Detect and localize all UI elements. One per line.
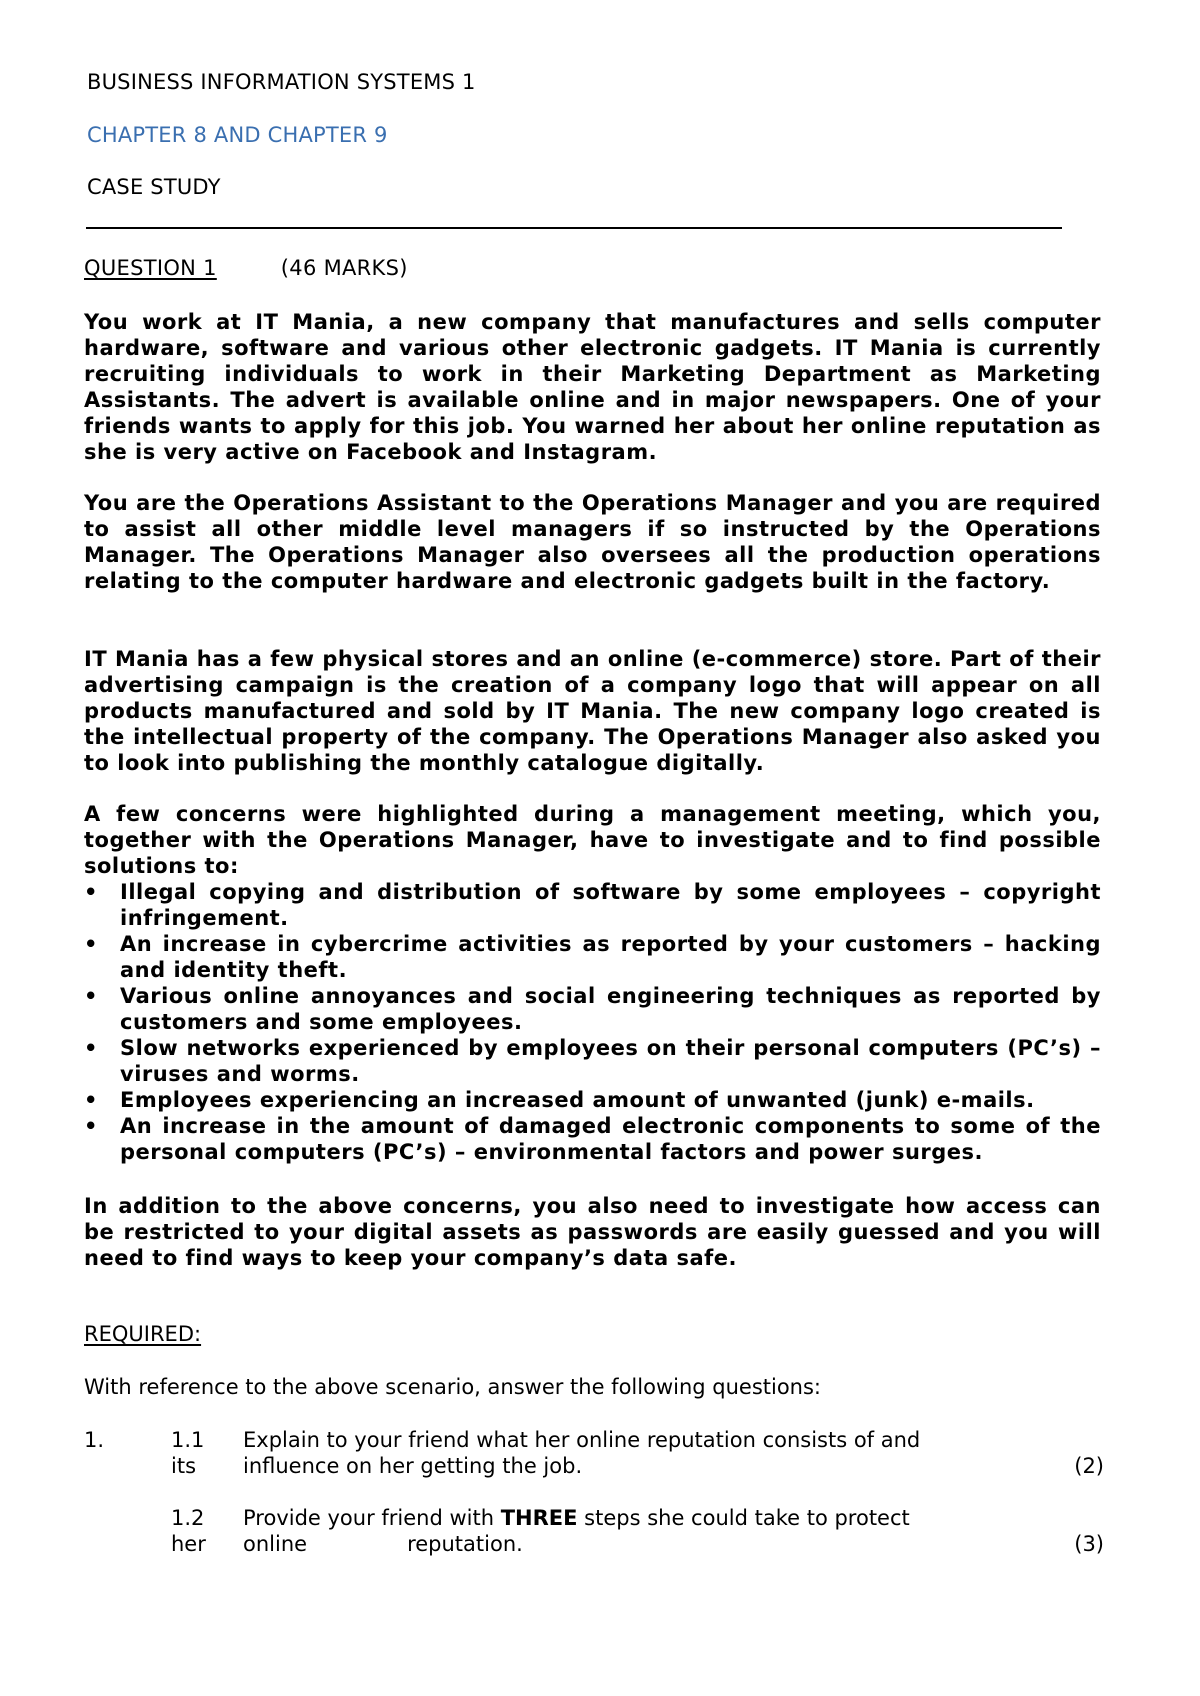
concerns-list — [84, 879, 1101, 1165]
sub-question-overflow: its — [171, 1454, 197, 1478]
case-study-heading: CASE STUDY — [87, 175, 221, 199]
question-heading — [84, 256, 408, 280]
question-text-part: steps she could take to protect — [577, 1506, 910, 1530]
chapter-heading: CHAPTER 8 AND CHAPTER 9 — [87, 123, 388, 147]
sub-question-number: 1.1 — [171, 1428, 205, 1452]
question-text-line-2: influence on her getting the job. — [243, 1454, 583, 1478]
scenario-paragraph-5: In addition to the above concerns, you also need to investigate how access can be restricted to your digital assets as passwords are easily guessed and you will need to find ways to keep your company’s data safe. — [84, 1194, 1101, 1270]
list-item: • An increase in cybercrime activities as reported by your customers – hacking and identity theft. — [84, 931, 1101, 983]
question-text-line-1: Explain to your friend what her online reputation consists of and — [243, 1428, 921, 1452]
question-marks: (3) — [1074, 1532, 1104, 1556]
concerns-section — [84, 801, 1101, 1165]
question-label: QUESTION 1 — [84, 256, 217, 280]
question-text-line-1 — [243, 1505, 910, 1531]
list-item: • Slow networks experienced by employees on their personal computers (PC’s) – viruses and worms. — [84, 1035, 1101, 1087]
list-item: • Various online annoyances and social engineering techniques as reported by customers and some employees. — [84, 983, 1101, 1035]
scenario-paragraph-3: IT Mania has a few physical stores and an online (e-commerce) store. Part of their advertising campaign is the creation of a company logo that will appear on all products manufactured and sold by IT Mania. The new company logo created is the intellectual property of the company. The Operations Manager also asked you to look into publishing the monthly catalogue digitally. — [84, 647, 1101, 775]
scenario-paragraph-2: You are the Operations Assistant to the Operations Manager and you are required to assist all other middle level managers if so instructed by the Operations Manager. The Operations Manager also oversees all the production operations relating to the computer hardware and electronic gadgets built in the factory. — [84, 491, 1101, 593]
question-text-part: Provide your friend with — [243, 1506, 501, 1530]
course-title: BUSINESS INFORMATION SYSTEMS 1 — [87, 70, 476, 94]
list-item: • Illegal copying and distribution of software by some employees – copyright infringement. — [84, 879, 1101, 931]
question-text-part: online — [243, 1532, 308, 1556]
sub-question-overflow: her — [171, 1532, 206, 1556]
list-item: • Employees experiencing an increased amount of unwanted (junk) e-mails. — [84, 1087, 1101, 1113]
sub-question-number: 1.2 — [171, 1506, 205, 1530]
question-text-line-2 — [243, 1531, 523, 1557]
question-marks: (46 MARKS) — [280, 256, 408, 280]
concerns-intro: A few concerns were highlighted during a management meeting, which you, together with the Operations Manager, have to investigate and to find possible solutions to: — [84, 802, 1101, 878]
question-text-emphasis: THREE — [500, 1506, 578, 1530]
header-divider — [86, 227, 1062, 229]
question-number: 1. — [84, 1428, 105, 1452]
required-heading: REQUIRED: — [84, 1322, 202, 1346]
question-text-part: reputation. — [407, 1532, 523, 1556]
required-instruction: With reference to the above scenario, answer the following questions: — [84, 1375, 822, 1399]
list-item: • An increase in the amount of damaged electronic components to some of the personal computers (PC’s) – environmental factors and power surges. — [84, 1113, 1101, 1165]
question-marks: (2) — [1074, 1454, 1104, 1478]
scenario-paragraph-1: You work at IT Mania, a new company that manufactures and sells computer hardware, software and various other electronic gadgets. IT Mania is currently recruiting individuals to work in their Marketing Department as Marketing Assistants. The advert is available online and in major newspapers. One of your friends wants to apply for this job. You warned her about her online reputation as she is very active on Facebook and Instagram. — [84, 310, 1101, 464]
